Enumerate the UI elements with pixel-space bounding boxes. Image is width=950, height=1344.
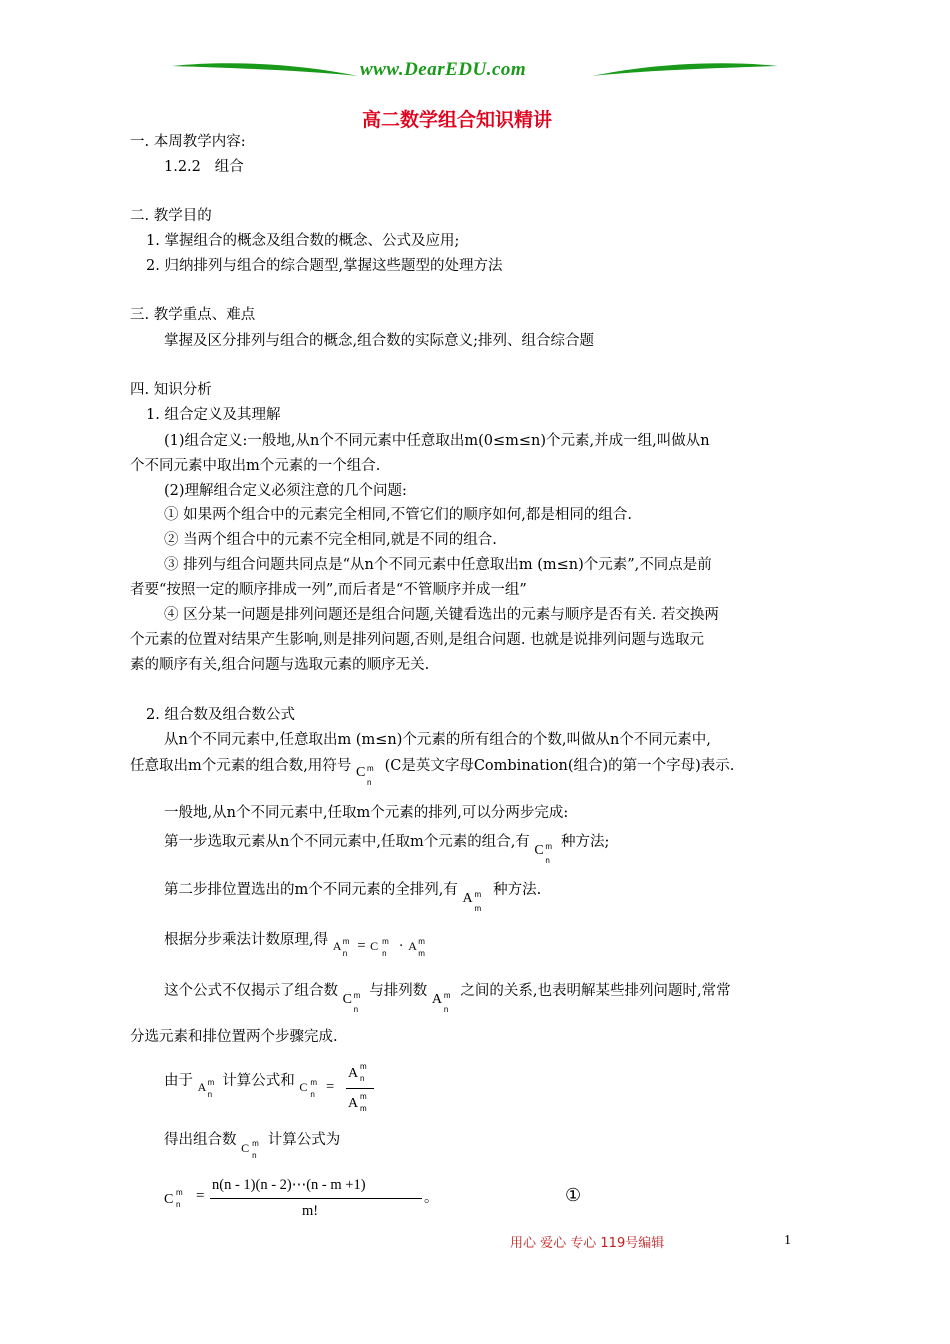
section-4-heading: 四. 知识分析 <box>130 382 212 398</box>
permutation-symbol <box>462 889 488 913</box>
permutation-symbol <box>408 936 428 956</box>
symbol-superscript: m <box>474 890 482 899</box>
multiply-dot: · <box>398 938 404 954</box>
symbol-superscript: m <box>366 764 374 773</box>
section-3-line: 掌握及区分排列与组合的概念,组合数的实际意义;排列、组合综合题 <box>164 333 594 349</box>
formula-tag: ① <box>565 1185 582 1206</box>
combination-symbol <box>370 936 394 956</box>
symbol-superscript: m <box>360 1062 367 1071</box>
combination-symbol <box>534 841 556 865</box>
symbol-superscript: m <box>360 1092 367 1101</box>
text-segment: 得出组合数 <box>164 1132 237 1148</box>
step-1-line <box>164 832 610 865</box>
combination-symbol <box>355 763 380 787</box>
symbol-superscript: m <box>310 1078 317 1087</box>
multiplication-principle-line <box>164 930 428 958</box>
main-formula-fraction-bar <box>210 1198 422 1199</box>
symbol-subscript: n <box>176 1200 181 1209</box>
symbol-letter: C <box>299 1080 308 1094</box>
derivation-intro-line <box>164 1071 335 1099</box>
symbol-subscript: n <box>342 949 348 958</box>
note-1: ① 如果两个组合中的元素完全相同,不管它们的顺序如何,都是相同的组合. <box>164 507 632 523</box>
formula-significance-line-1 <box>164 981 731 1014</box>
symbol-superscript: m <box>252 1139 259 1148</box>
permutation-symbol <box>431 990 456 1014</box>
step-2-line <box>164 880 542 913</box>
permutation-symbol <box>348 1092 372 1116</box>
text-segment: 任意取出m个元素的组合数,用符号 <box>130 758 352 774</box>
fraction-bar <box>346 1088 374 1089</box>
text-segment: 由于 <box>164 1073 193 1089</box>
symbol-letter: A <box>197 1080 207 1094</box>
symbol-subscript: n <box>207 1090 213 1099</box>
definition-paragraph-line-1: (1)组合定义:一般地,从n个不同元素中任意取出m(0≤m≤n)个元素,并成一组,叫做从n <box>164 433 710 449</box>
definition-paragraph-line-2: 个不同元素中取出m个元素的一个组合. <box>130 458 381 474</box>
subsection-2-title: 2. 组合数及组合数公式 <box>146 707 295 723</box>
symbol-superscript: m <box>443 991 451 1000</box>
permutation-symbol <box>333 936 353 956</box>
symbol-subscript: n <box>252 1151 257 1160</box>
symbol-subscript: n <box>382 949 387 958</box>
note-2: ② 当两个组合中的元素不完全相同,就是不同的组合. <box>164 532 497 548</box>
combination-number-paragraph-line-1: 从n个不同元素中,任意取出m (m≤n)个元素的所有组合的个数,叫做从n个不同元素中, <box>164 732 711 748</box>
fraction-denominator <box>348 1092 372 1116</box>
note-4-line-1: ④ 区分某一问题是排列问题还是组合问题,关键看选出的元素与顺序是否有关. 若交换两 <box>164 607 719 623</box>
symbol-letter: A <box>332 939 342 953</box>
banner-logo[interactable]: www.DearEDU.com <box>360 59 527 80</box>
symbol-subscript: n <box>443 1005 449 1014</box>
symbol-subscript: n <box>310 1090 315 1099</box>
symbol-superscript: m <box>176 1188 183 1197</box>
derive-combination-line <box>164 1130 341 1160</box>
combination-symbol <box>342 990 365 1014</box>
symbol-letter: C <box>241 1141 250 1155</box>
combination-symbol <box>241 1138 263 1158</box>
document-title: 高二数学组合知识精讲 <box>362 109 553 131</box>
section-2-item-2: 2. 归纳排列与组合的综合题型,掌握这些题型的处理方法 <box>146 258 503 274</box>
symbol-subscript: n <box>360 1074 365 1083</box>
symbol-letter: A <box>348 1096 359 1111</box>
subsection-1-title: 1. 组合定义及其理解 <box>146 407 281 423</box>
symbol-letter: C <box>164 1192 174 1207</box>
combination-symbol <box>299 1077 321 1097</box>
text-segment: 种方法. <box>493 882 542 898</box>
combination-symbol <box>164 1188 186 1212</box>
symbol-letter: A <box>431 992 442 1007</box>
main-formula-denominator: m! <box>302 1203 319 1219</box>
text-segment: 之间的关系,也表明解某些排列问题时,常常 <box>460 983 731 999</box>
symbol-letter: A <box>462 891 473 906</box>
main-formula-end: 。 <box>424 1190 439 1206</box>
symbol-subscript: n <box>545 856 550 865</box>
symbol-subscript: m <box>418 949 425 958</box>
banner-swoosh-left <box>170 58 360 82</box>
fraction-numerator <box>348 1062 372 1086</box>
equals-sign: = <box>357 938 366 954</box>
section-1-line: 1.2.2 组合 <box>164 159 244 175</box>
text-segment: (C是英文字母Combination(组合)的第一个字母)表示. <box>384 758 735 774</box>
page-number: 1 <box>784 1233 791 1248</box>
symbol-superscript: m <box>353 991 361 1000</box>
text-segment: 根据分步乘法计数原理,得 <box>164 932 329 948</box>
text-segment: 与排列数 <box>369 983 428 999</box>
symbol-letter: C <box>355 765 366 780</box>
equals-sign: = <box>325 1079 335 1095</box>
symbol-letter: A <box>408 939 417 953</box>
definition-notes-heading: (2)理解组合定义必须注意的几个问题: <box>164 483 407 499</box>
symbol-superscript: m <box>207 1078 215 1087</box>
formula-significance-line-2: 分选元素和排位置两个步骤完成. <box>130 1029 338 1045</box>
symbol-superscript: m <box>418 937 425 946</box>
symbol-subscript: n <box>366 778 372 787</box>
two-step-intro: 一般地,从n个不同元素中,任取m个元素的排列,可以分两步完成: <box>164 805 569 821</box>
text-segment: 这个公式不仅揭示了组合数 <box>164 983 338 999</box>
section-2-heading: 二. 教学目的 <box>130 208 212 224</box>
section-3-heading: 三. 教学重点、难点 <box>130 307 256 323</box>
permutation-symbol <box>198 1077 218 1097</box>
banner-swoosh-right <box>590 58 780 82</box>
symbol-letter: C <box>342 992 352 1007</box>
text-segment: 第一步选取元素从n个不同元素中,任取m个元素的组合,有 <box>164 834 530 850</box>
note-3-line-1: ③ 排列与组合问题共同点是“从n个不同元素中任意取出m (m≤n)个元素”,不同点是前 <box>164 557 712 573</box>
symbol-letter: C <box>370 939 379 953</box>
text-segment: 第二步排位置选出的m个不同元素的全排列,有 <box>164 882 458 898</box>
note-3-line-2: 者要“按照一定的顺序排成一列”,而后者是“不管顺序并成一组” <box>130 582 527 598</box>
symbol-superscript: m <box>382 937 389 946</box>
main-formula-lhs <box>164 1188 186 1212</box>
symbol-subscript: m <box>474 904 482 913</box>
text-segment: 计算公式和 <box>222 1073 295 1089</box>
symbol-subscript: m <box>360 1104 367 1113</box>
combination-number-paragraph-line-2 <box>130 756 735 787</box>
section-1-heading: 一. 本周教学内容: <box>130 134 246 150</box>
footer-text: 用心 爱心 专心 119号编辑 <box>510 1236 665 1251</box>
text-segment: 计算公式为 <box>267 1132 341 1148</box>
text-segment: 种方法; <box>561 834 610 850</box>
main-formula-numerator: n(n - 1)(n - 2)⋯(n - m +1) <box>212 1177 366 1193</box>
symbol-subscript: n <box>353 1005 359 1014</box>
symbol-letter: C <box>534 843 544 858</box>
permutation-symbol <box>348 1062 372 1086</box>
main-formula-equals: = <box>196 1188 205 1204</box>
section-2-item-1: 1. 掌握组合的概念及组合数的概念、公式及应用; <box>146 233 460 249</box>
note-4-line-3: 素的顺序有关,组合问题与选取元素的顺序无关. <box>130 657 430 673</box>
note-4-line-2: 个元素的位置对结果产生影响,则是排列问题,否则,是组合问题. 也就是说排列问题与选取元 <box>130 632 705 648</box>
symbol-superscript: m <box>545 842 553 851</box>
symbol-letter: A <box>348 1066 359 1081</box>
symbol-superscript: m <box>342 937 350 946</box>
